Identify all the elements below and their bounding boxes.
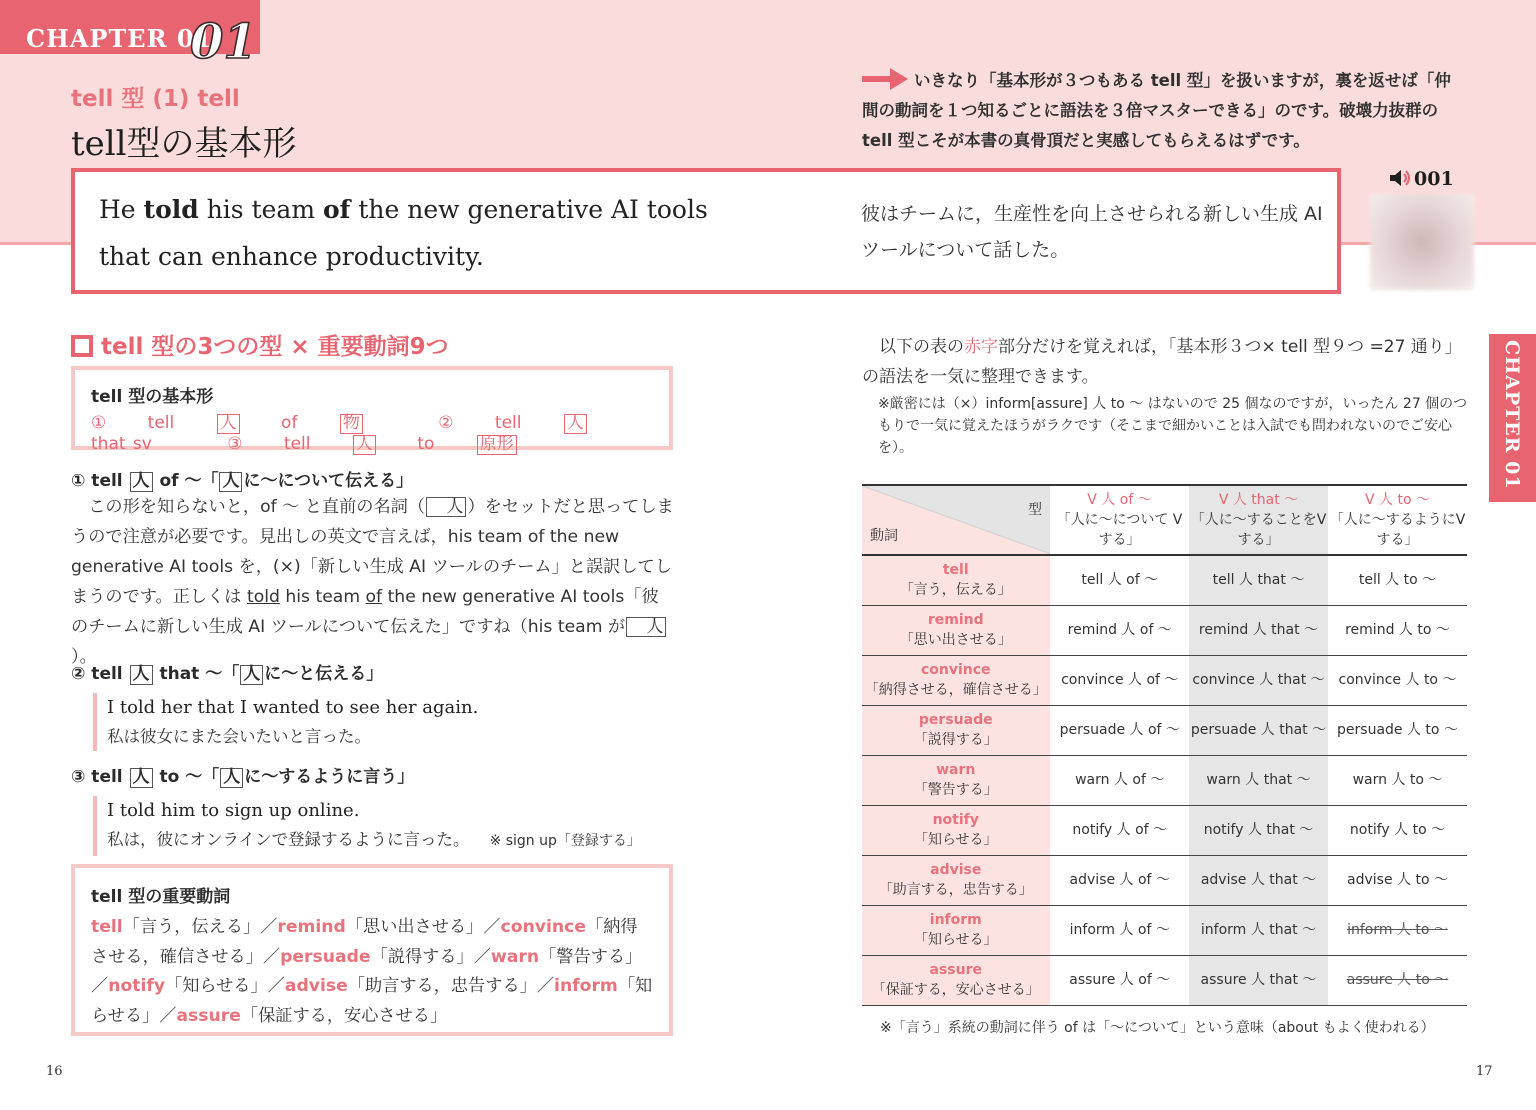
- page-number-right: 17: [1476, 1064, 1493, 1079]
- item-3-note: ※ sign up「登録する」: [489, 832, 641, 849]
- table-intro: 以下の表の赤字部分だけを覚えれば，「基本形３つ× tell 型９つ =27 通り」の語法を一気に整理できます。: [862, 337, 1462, 387]
- page-number-left: 16: [46, 1064, 63, 1079]
- qr-code-image: [1370, 194, 1474, 290]
- column-header-that: V 人 that ～ 「人に～することをVする」: [1189, 485, 1328, 555]
- item-3-heading: ③ tell 人 to ～「 人 に～するように言う」: [71, 767, 415, 787]
- item-2-example-english: I told her that I wanted to see her again.: [107, 696, 479, 718]
- lesson-subtitle: tell 型 (1) tell: [71, 86, 240, 112]
- example-english: He told his team of the new generative AI tools that can enhance productivity.: [99, 195, 708, 271]
- item-2-heading: ② tell 人 that ～「 人 に～と伝える」: [71, 664, 384, 684]
- item-1-heading: ① tell 人 of ～「 人 に～について伝える」: [71, 471, 414, 491]
- example-sentence-box: [71, 168, 1341, 294]
- basic-forms-box: [71, 366, 673, 454]
- table-row: notify 「知らせる」 notify 人 of ～ notify 人 that ～ notify 人 to ～: [862, 805, 1467, 855]
- item-2-example: [93, 693, 675, 751]
- item-1: [71, 466, 675, 672]
- table-footnote: ※「言う」系統の動詞に伴う of は「～について」という意味（about もよく使われる）: [880, 1020, 1435, 1036]
- item-2-example-japanese: 私は彼女にまた会いたいと言った。: [107, 726, 371, 746]
- table-row: convince 「納得させる，確信させる」 convince 人 of ～ convince 人 that ～ convince 人 to ～: [862, 655, 1467, 705]
- speaker-icon: [1390, 169, 1414, 187]
- column-header-to: V 人 to ～ 「人に～するようにVする」: [1328, 485, 1467, 555]
- basic-form-2: ② tell 人 that sv: [91, 413, 621, 454]
- table-row: assure 「保証する，安心させる」 assure 人 of ～ assure 人 that ～ assure 人 to ～: [862, 955, 1467, 1005]
- square-bullet-icon: [71, 335, 93, 357]
- table-row: tell 「言う，伝える」 tell 人 of ～ tell 人 that ～ tell 人 to ～: [862, 555, 1467, 605]
- item-3-example-japanese: 私は，彼にオンラインで登録するように言った。 ※ sign up「登録する」: [107, 829, 641, 849]
- arrow-right-icon: [862, 68, 908, 90]
- basic-form-1: ① tell 人 of 物: [91, 413, 397, 433]
- item-1-explanation: この形を知らないと，of ～ と直前の名詞（ 人 ）をセットだと思ってしまうので注意が必要です。見出しの英文で言えば，his team of the new generative AI tools を，(×)「新しい生成 AI ツールのチーム」と誤訳してしまうのです。正しくは told his team of the new generative AI tools「彼のチームに新しい生成 AI ツールについて伝えた」ですね（his team が 人）。: [71, 496, 674, 667]
- audio-track-number: 001: [1414, 168, 1454, 190]
- intro-paragraph: いきなり「基本形が３つもある tell 型」を扱いますが，裏を返せば「仲間の動詞を１つ知るごとに語法を３倍マスターできる」のです。破壊力抜群の tell 型こそが本書の真骨頂だと実感してもらえるはずです。: [862, 71, 1451, 150]
- item-3-example-english: I told him to sign up online.: [107, 799, 360, 821]
- section-title: tell 型の3つの型 × 重要動詞9つ: [71, 328, 449, 361]
- table-header-row: [862, 485, 1467, 555]
- table-row: warn 「警告する」 warn 人 of ～ warn 人 that ～ warn 人 to ～: [862, 755, 1467, 805]
- chapter-label: CHAPTER 01: [26, 24, 213, 53]
- column-header-of: V 人 of ～ 「人に～について Vする」: [1050, 485, 1189, 555]
- basic-forms-list: [91, 413, 653, 455]
- basic-forms-title: tell 型の基本形: [91, 387, 214, 407]
- item-2: [71, 659, 675, 751]
- basic-form-3: ③ tell 人 to 原形: [227, 434, 551, 454]
- item-3-example: [93, 796, 675, 856]
- key-verbs-title: tell 型の重要動詞: [91, 887, 231, 907]
- example-japanese: 彼はチームに，生産性を向上させられる新しい生成 AI ツールについて話した。: [861, 203, 1323, 261]
- table-row: advise 「助言する，忠告する」 advise 人 of ～ advise 人 that ～ advise 人 to ～: [862, 855, 1467, 905]
- key-verbs-list: tell「言う，伝える」／remind「思い出させる」／convince「納得させる，確信させる」／persuade「説得する」／warn「警告する」／notify「知らせる」／advise「助言する，忠告する」／inform「知らせる」／assure「保証する，安心させる」: [91, 917, 653, 1026]
- verb-pattern-table: [862, 484, 1467, 1006]
- chapter-number: 01: [190, 14, 257, 70]
- audio-track[interactable]: [1390, 168, 1454, 190]
- table-corner: 型 動詞: [862, 485, 1050, 555]
- table-row: inform 「知らせる」 inform 人 of ～ inform 人 that ～ inform 人 to ～: [862, 905, 1467, 955]
- key-verbs-box: [71, 864, 673, 1036]
- item-3: [71, 762, 675, 856]
- lesson-title: tell型の基本形: [71, 124, 297, 164]
- table-caveat-note: ※厳密には（×）inform[assure] 人 to ～ はないので 25 個なのですが，いったん 27 個のつもりで一気に覚えたほうがラクです（そこまで細かいことは入試でも問われないのでご安心を）。: [878, 396, 1468, 456]
- side-chapter-label: CHAPTER 01: [1501, 340, 1523, 490]
- table-row: persuade 「説得する」 persuade 人 of ～ persuade 人 that ～ persuade 人 to ～: [862, 705, 1467, 755]
- table-row: remind 「思い出させる」 remind 人 of ～ remind 人 that ～ remind 人 to ～: [862, 605, 1467, 655]
- intro-text: [862, 66, 1462, 156]
